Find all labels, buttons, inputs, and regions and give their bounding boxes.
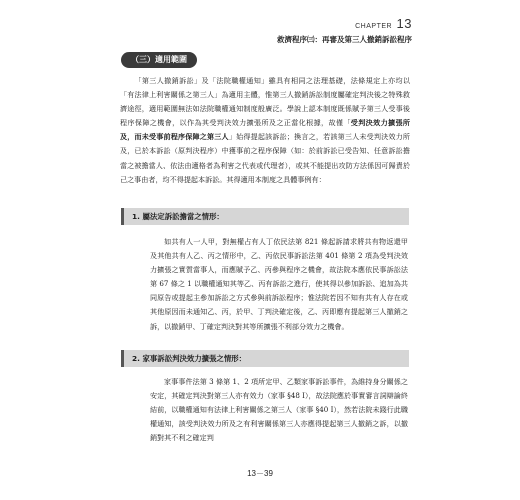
- subsection-heading-2: 2. 家事訴訟判決效力擴張之情形：: [121, 350, 409, 367]
- subsection-body-1: [150, 235, 408, 334]
- chapter-subtitle: 救濟程序㈢：再審及第三人撤銷訴訟程序: [277, 35, 412, 44]
- subsection-body-2-text: 家事事件法第 3 條第 1、2 項所定甲、乙類家事訴訟事件，為維持身分關係之安定，其確定判決對第三人亦有效力（家事 §48 Ⅰ），故法院應於事實審言詞辯論終結前，以職權通知有法律上利害關係之第三人（家事 §40 Ⅰ），然若法院未踐行此職權通知，該受判決效力所及之有利害關係第三人亦應得提起第三人撤銷之訴，以撤銷對其不利之確定判: [150, 377, 408, 443]
- page-number: 13－39: [247, 469, 273, 478]
- subsection-body-2: [150, 375, 408, 445]
- chapter-number: 13: [396, 16, 412, 31]
- intro-text-before: 「第三人撤銷訴訟」及「法院職權通知」雖具有相同之法理基礎，法條規定上亦均以「有法律上利害關係之第三人」為適用主體，惟第三人撤銷訴訟制度屬確定判決後之特殊救濟途徑，適用範圍無法如法院職權通知制度般廣泛。學說上認本制度既係賦予第三人受事後程序保障之機會，以作為其受判決效力擴張所及之正當化根據，故僅「: [120, 76, 410, 128]
- intro-paragraph: [120, 74, 410, 187]
- chapter-label-line: [277, 18, 412, 33]
- section-tag: （三）適用範圍: [121, 52, 197, 68]
- intro-emphasis: 受判決效力擴張所及，而未受事前程序保障之第三人: [120, 118, 411, 142]
- intro-text-after: 」始得提起該訴訟；換言之，若該第三人未受判決效力所及，已於本訴訟（原判決程序）中獲事前之程序保障（如：於前訴訟已受告知、任意訴訟擔當之被擔當人、依法由適格者為利害之代表或代理者），或其不能提出攻防方法係因可歸責於己之事由者，均不得提起本訴訟。其得適用本制度之具體事例有：: [120, 132, 411, 184]
- subsection-heading-1: 1. 屬法定訴訟擔當之情形：: [121, 208, 409, 225]
- chapter-header: [277, 18, 412, 45]
- chapter-label: CHAPTER: [355, 23, 393, 30]
- subsection-body-1-text: 如共有人一人甲，對無權占有人丁依民法第 821 條起訴請求將共有物返還甲及其他共有人乙、丙之情形中，乙、丙依民事訴訟法第 401 條第 2 項為受判決效力擴張之實質當事人，而應賦予乙、丙參與程序之機會，故法院本應依民事訴訟法第 67 條之 1 以職權通知其等乙、丙有訴訟之進行，使其得以參加訴訟、追加為共同原告或提起主參加訴訟之方式參與前訴訟程序；惟法院若因不知有共有人存在或其他原因而未通知乙、丙，於甲、丁判決確定後，乙、丙即應有提起第三人撤銷之訴，以撤銷甲、丁確定判決對其等所擴張不利部分效力之機會。: [150, 237, 408, 331]
